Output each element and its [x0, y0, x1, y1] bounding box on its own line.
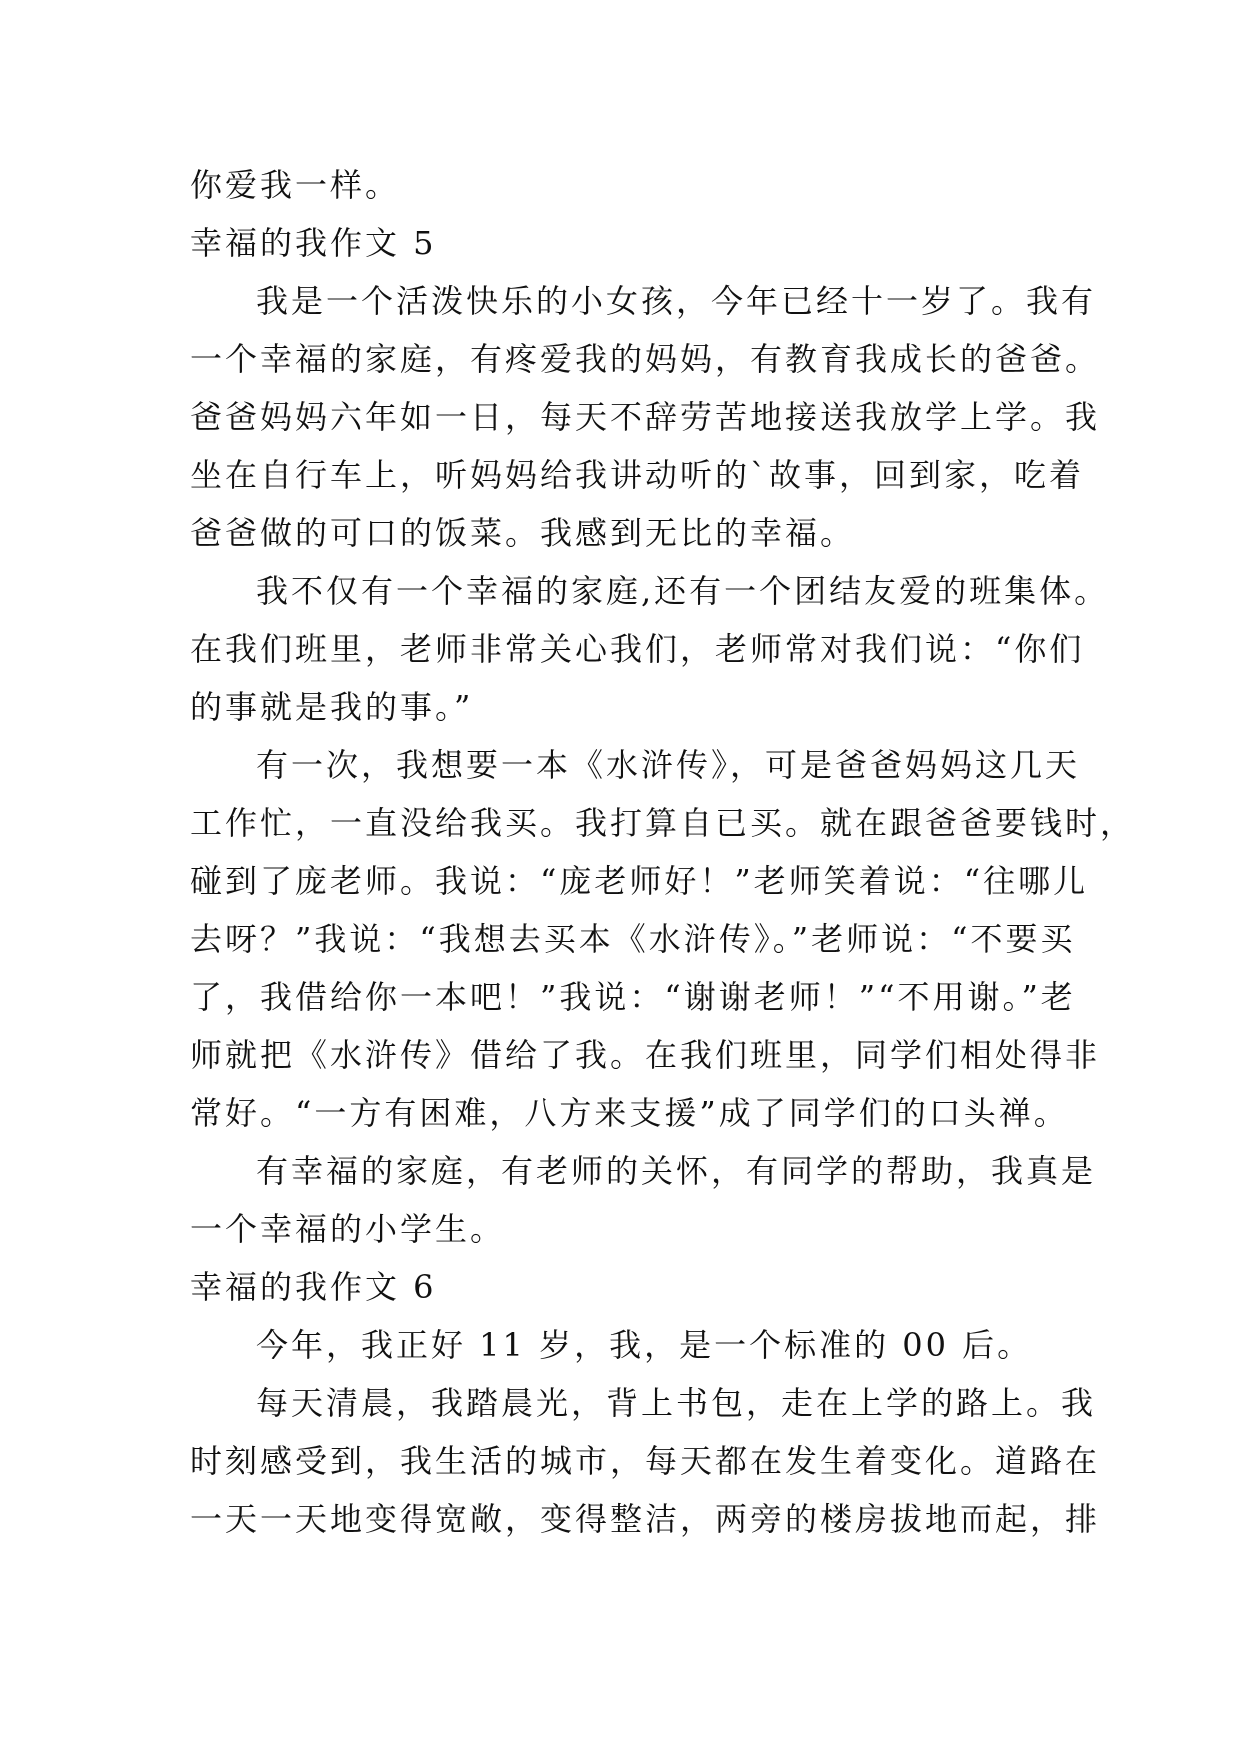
- paragraph-first-line: 我是一个活泼快乐的小女孩，今年已经十一岁了。我有: [256, 282, 1097, 320]
- essay-heading: 幸福的我作文 6: [190, 1268, 437, 1306]
- text-line: 去呀？”我说：“我想去买本《水浒传》。”老师说：“不要买: [190, 920, 1076, 958]
- paragraph-first-line: 有幸福的家庭，有老师的关怀，有同学的帮助，我真是: [256, 1152, 1097, 1190]
- text-line: 一个幸福的家庭，有疼爱我的妈妈，有教育我成长的爸爸。: [190, 340, 1101, 378]
- text-line: 常好。“一方有困难，八方来支援”成了同学们的口头禅。: [190, 1094, 1069, 1132]
- text-line: 了，我借给你一本吧！”我说：“谢谢老师！”“不用谢。”老: [190, 978, 1076, 1016]
- text-line: 爸爸妈妈六年如一日，每天不辞劳苦地接送我放学上学。我: [190, 398, 1101, 436]
- paragraph-first-line: 有一次，我想要一本《水浒传》，可是爸爸妈妈这几天: [256, 746, 1081, 784]
- text-line: 你爱我一样。: [190, 166, 401, 204]
- text-line: 在我们班里，老师非常关心我们，老师常对我们说：“你们: [190, 630, 1085, 668]
- paragraph-first-line: 今年，我正好 11 岁，我，是一个标准的 00 后。: [256, 1326, 1033, 1364]
- text-line: 一个幸福的小学生。: [190, 1210, 506, 1248]
- text-line: 碰到了庞老师。我说：“庞老师好！”老师笑着说：“往哪儿: [190, 862, 1089, 900]
- paragraph-first-line: 每天清晨，我踏晨光，背上书包，走在上学的路上。我: [256, 1384, 1097, 1422]
- text-line: 一天一天地变得宽敞，变得整洁，两旁的楼房拔地而起，排: [190, 1500, 1101, 1538]
- paragraph-first-line: 我不仅有一个幸福的家庭,还有一个团结友爱的班集体。: [256, 572, 1110, 610]
- document-page: [190, 156, 1136, 1548]
- text-line: 坐在自行车上，听妈妈给我讲动听的`故事，回到家，吃着: [190, 456, 1085, 494]
- text-line: 时刻感受到，我生活的城市，每天都在发生着变化。道路在: [190, 1442, 1101, 1480]
- text-line: 爸爸做的可口的饭菜。我感到无比的幸福。: [190, 514, 856, 552]
- text-line: 师就把《水浒传》借给了我。在我们班里，同学们相处得非: [190, 1036, 1101, 1074]
- essay-heading: 幸福的我作文 5: [190, 224, 437, 262]
- text-line: 的事就是我的事。”: [190, 688, 474, 726]
- text-line: 工作忙，一直没给我买。我打算自已买。就在跟爸爸要钱时，: [190, 804, 1136, 842]
